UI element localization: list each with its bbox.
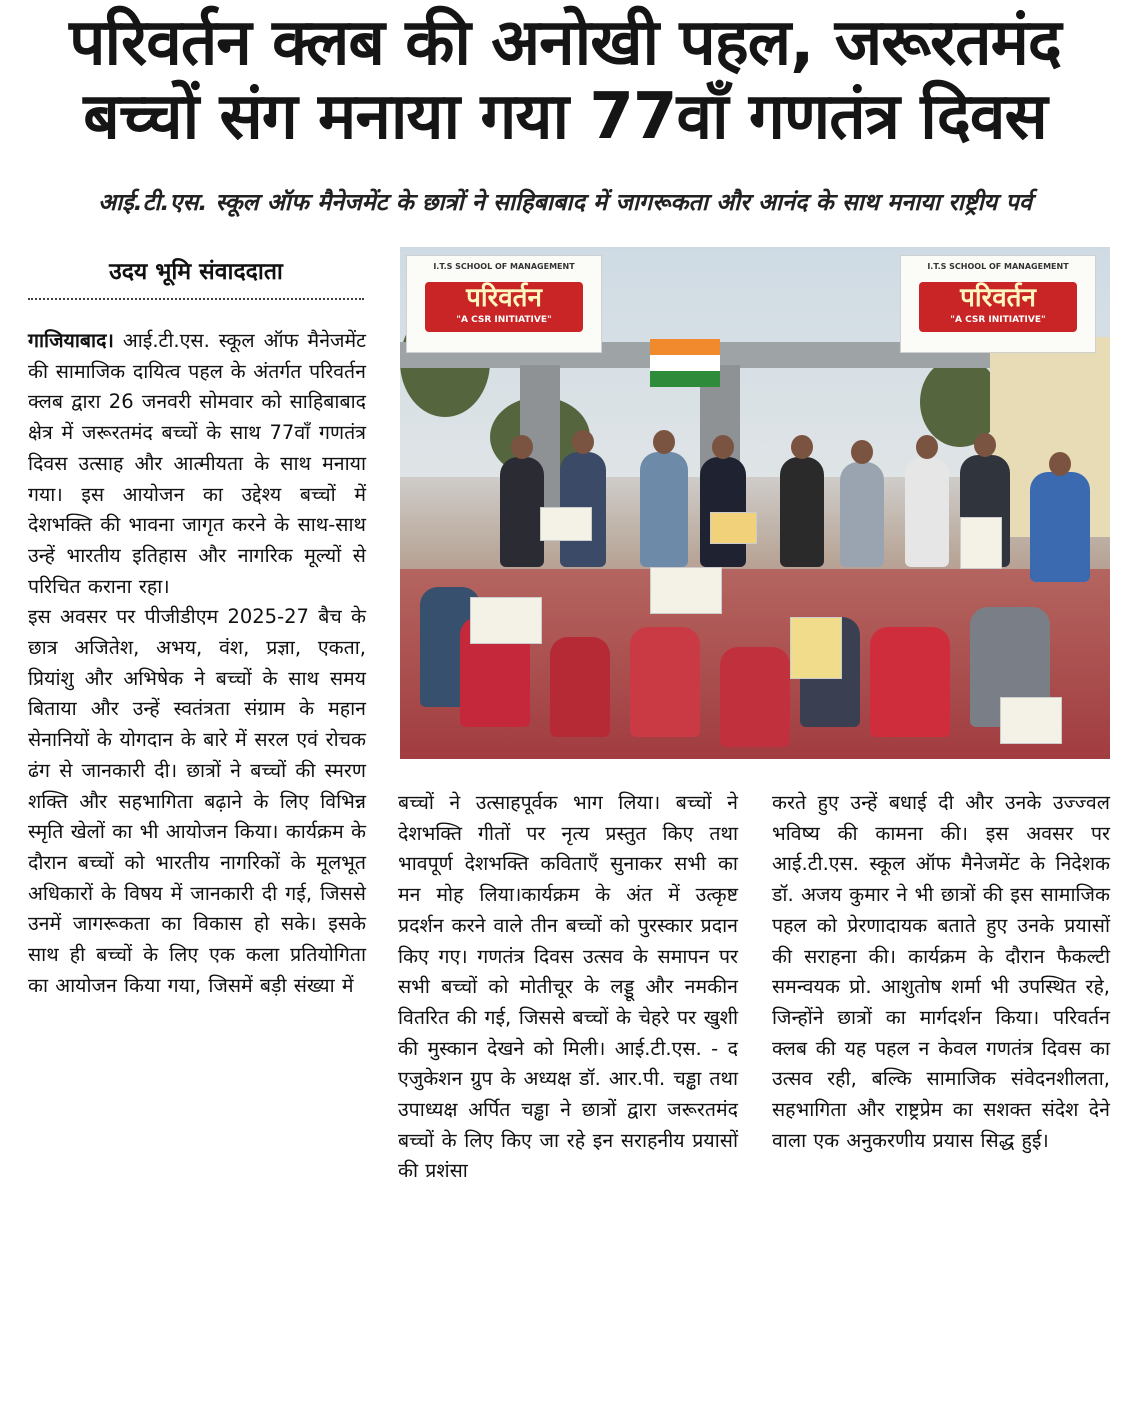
photo-person [905,457,949,567]
banner-title: परिवर्तन [466,283,542,313]
photo-drawing-card [790,617,842,679]
article-paragraph-4: करते हुए उन्हें बधाई दी और उनके उज्ज्वल भविष्य की कामना की। इस अवसर पर आई.टी.एस. स्कूल ऑफ मैनेजमेंट के निदेशक डॉ. अजय कुमार ने भी छात्रों की इस सामाजिक पहल को प्रेरणादायक बताते हुए उनके प्रयासों की सराहना की। कार्यक्रम के दौरान फैकल्टी समन्वयक प्रो. आशुतोष शर्मा भी उपस्थित रहे, जिन्होंने छात्रों का मार्गदर्शन किया। परिवर्तन क्लब की यह पहल न केवल गणतंत्र दिवस का उत्सव रही, बल्कि सामाजिक संवेदनशीलता, सहभागिता और राष्ट्रप्रेम का सशक्त संदेश देने वाला एक अनुकरणीय प्रयास सिद्ध हुई। [772,791,1110,1152]
dateline: गाजियाबाद। [28,329,114,352]
photo-person [840,462,884,567]
photo-person-head [511,435,533,459]
photo-person-head [916,435,938,459]
photo-child [550,637,610,737]
photo-child [870,627,950,737]
photo-person-head [1049,452,1071,476]
banner-tagline: "A CSR INITIATIVE" [950,315,1046,325]
article-paragraph-1 [28,326,366,602]
banner-left [406,255,602,353]
photo-drawing-card [650,567,722,614]
banner-box [425,282,583,332]
photo-person-head [653,430,675,454]
article-paragraph-2: इस अवसर पर पीजीडीएम 2025-27 बैच के छात्र अजितेश, अभय, वंश, प्रज्ञा, एकता, प्रियांशु और अभिषेक ने बच्चों के साथ समय बिताया और उन्हें स्वतंत्रता संग्राम के महान सेनानियों के योगदान के बारे में सरल एवं रोचक ढंग से जानकारी दी। छात्रों ने बच्चों की स्मरण शक्ति और सहभागिता बढ़ाने के लिए विभिन्न स्मृति खेलों का भी आयोजन किया। कार्यक्रम के दौरान बच्चों को भारतीय नागरिकों के मूलभूत अधिकारों के विषय में जानकारी दी गई, जिससे उनमें जागरूकता का विकास हो सके। इसके साथ ही बच्चों के लिए एक कला प्रतियोगिता का आयोजन किया गया, जिसमें बड़ी संख्या में [28,605,366,997]
photo-person-head [572,430,594,454]
flag-band [650,355,720,371]
article-paragraph-3: बच्चों ने उत्साहपूर्वक भाग लिया। बच्चों ने देशभक्ति गीतों पर नृत्य प्रस्तुत किए तथा भावपूर्ण देशभक्ति कविताएँ सुनाकर सभी का मन मोह लिया।कार्यक्रम के अंत में उत्कृष्ट प्रदर्शन करने वाले तीन बच्चों को पुरस्कार प्रदान किए गए। गणतंत्र दिवस उत्सव के समापन पर सभी बच्चों को मोतीचूर के लड्डू और नमकीन वितरित की गई, जिससे बच्चों के चेहरे पर खुशी की मुस्कान देखने को मिली। आई.टी.एस. - द एजुकेशन ग्रुप के अध्यक्ष डॉ. आर.पी. चड्ढा तथा उपाध्यक्ष अर्पित चड्ढा ने छात्रों द्वारा जरूरतमंद बच्चों के लिए किए जा रहे इन सराहनीय प्रयासों की प्रशंसा [398,791,738,1183]
article-column-3 [772,788,1110,1156]
photo-child [720,647,790,747]
banner-tagline: "A CSR INITIATIVE" [456,315,552,325]
byline: उदय भूमि संवाददाता [28,252,364,300]
photo-person-head [712,435,734,459]
paragraph-text: आई.टी.एस. स्कूल ऑफ मैनेजमेंट की सामाजिक दायित्व पहल के अंतर्गत परिवर्तन क्लब द्वारा 26 जनवरी सोमवार को साहिबाबाद क्षेत्र में जरूरतमंद बच्चों के साथ 77वाँ गणतंत्र दिवस उत्साह और आत्मीयता के साथ मनाया गया। इस आयोजन का उद्देश्य बच्चों में देशभक्ति की भावना जागृत करने के साथ-साथ उन्हें भारतीय इतिहास और नागरिक मूल्यों से परिचित कराना रहा। [28,329,366,598]
photo-drawing-card [710,512,757,544]
event-photo [400,247,1110,759]
headline [14,6,1116,154]
photo-drawing-card [540,507,592,541]
flag-band [650,371,720,387]
banner-right [900,255,1096,353]
banner-box [919,282,1077,332]
banner-school: I.T.S SCHOOL OF MANAGEMENT [433,262,575,271]
banner-title: परिवर्तन [960,283,1036,313]
flag-band [650,339,720,355]
photo-drawing-card [1000,697,1062,744]
photo-person [1030,472,1090,582]
photo-person-head [851,440,873,464]
headline-line-1: परिवर्तन क्लब की अनोखी पहल, जरूरतमंद [69,6,1061,80]
photo-person [640,452,688,567]
banner-school: I.T.S SCHOOL OF MANAGEMENT [927,262,1069,271]
photo-drawing-card [470,597,542,644]
photo-person [500,457,544,567]
photo-person-head [791,435,813,459]
subheadline: आई.टी.एस. स्कूल ऑफ मैनेजमेंट के छात्रों ने साहिबाबाद में जागरूकता और आनंद के साथ मनाया राष्ट्रीय पर्व [98,188,1032,216]
article-column-1 [28,326,366,1001]
photo-person [780,457,824,567]
photo-drawing-card [960,517,1002,569]
headline-line-2: बच्चों संग मनाया गया 77वाँ गणतंत्र दिवस [83,80,1047,154]
photo-person-head [974,433,996,457]
flag-icon [650,339,720,387]
photo-child [630,627,700,737]
article-column-2 [398,788,738,1187]
